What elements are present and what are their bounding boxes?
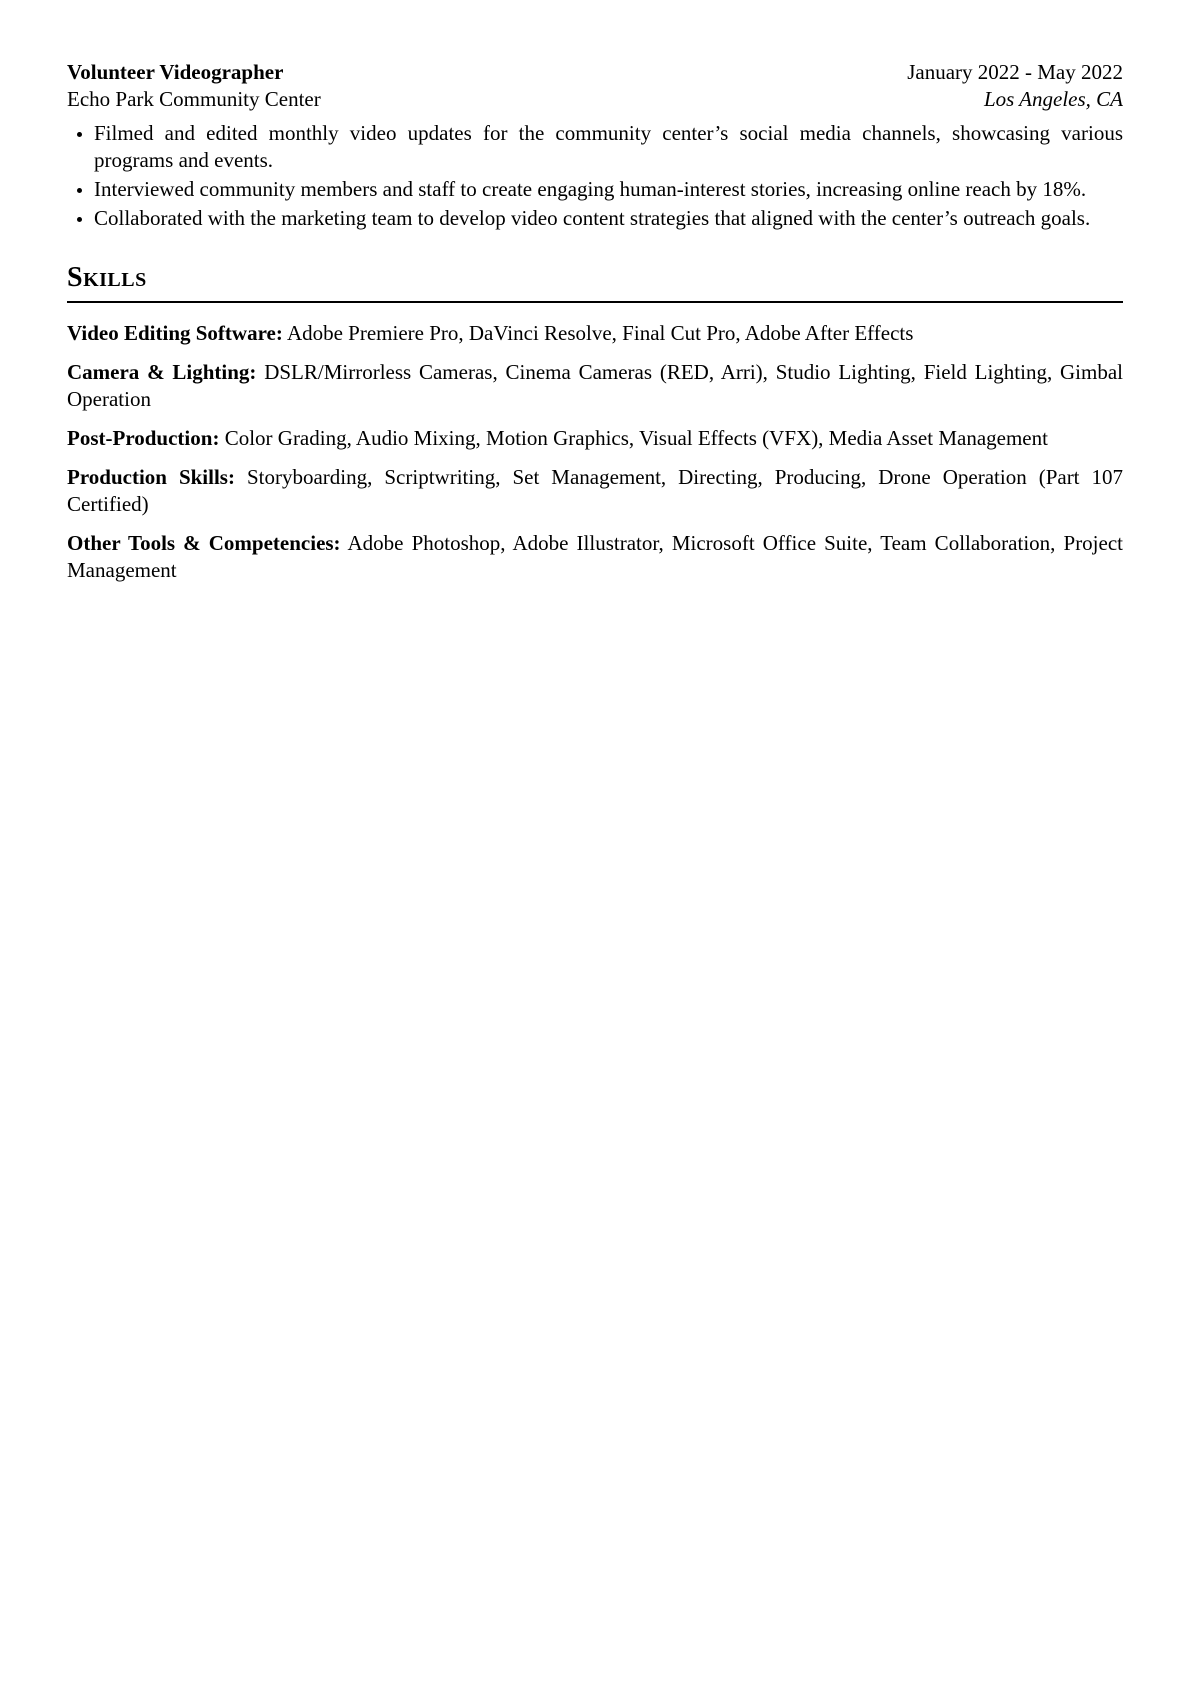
experience-org-row — [67, 86, 1123, 113]
experience-entry-header — [67, 59, 1123, 113]
skill-category-label: Production Skills: — [67, 465, 235, 489]
skill-category-items: DSLR/Mirrorless Cameras, Cinema Cameras (RED, Arri), Studio Lighting, Field Lighting, Gimbal Operation — [67, 360, 1124, 411]
skill-category-video-editing — [67, 320, 1123, 347]
job-title: Volunteer Videographer — [67, 60, 284, 84]
skill-category-items: Storyboarding, Scriptwriting, Set Management, Directing, Producing, Drone Operation (Part 107 Certified) — [67, 465, 1124, 516]
skill-category-items: Adobe Premiere Pro, DaVinci Resolve, Final Cut Pro, Adobe After Effects — [286, 321, 914, 345]
job-dates: January 2022 - May 2022 — [907, 60, 1123, 84]
skill-category-production-skills — [67, 464, 1123, 518]
skill-category-other-tools — [67, 530, 1123, 584]
skill-category-items: Adobe Photoshop, Adobe Illustrator, Microsoft Office Suite, Team Collaboration, Project Management — [67, 531, 1123, 582]
bullet-item: • Interviewed community members and staff to create engaging human-interest stories, increasing online reach by 18%. — [94, 176, 1123, 203]
job-location: Los Angeles, CA — [983, 87, 1123, 111]
experience-bullet-list — [67, 120, 1123, 232]
bullet-item: • Filmed and edited monthly video updates for the community center’s social media channels, showcasing various programs and events. — [94, 120, 1123, 174]
skills-section-heading: Skills — [67, 261, 1123, 303]
skill-category-items: Color Grading, Audio Mixing, Motion Graphics, Visual Effects (VFX), Media Asset Management — [224, 426, 1048, 450]
skill-category-label: Other Tools & Competencies: — [67, 531, 341, 555]
experience-title-row — [67, 59, 1123, 86]
skill-category-label: Camera & Lighting: — [67, 360, 257, 384]
skill-category-label: Post-Production: — [67, 426, 220, 450]
skill-category-label: Video Editing Software: — [67, 321, 283, 345]
skill-category-camera-lighting — [67, 359, 1123, 413]
job-organization: Echo Park Community Center — [67, 87, 321, 111]
skill-category-post-production — [67, 425, 1123, 452]
bullet-item: • Collaborated with the marketing team to develop video content strategies that aligned with the center’s outreach goals. — [94, 205, 1123, 232]
